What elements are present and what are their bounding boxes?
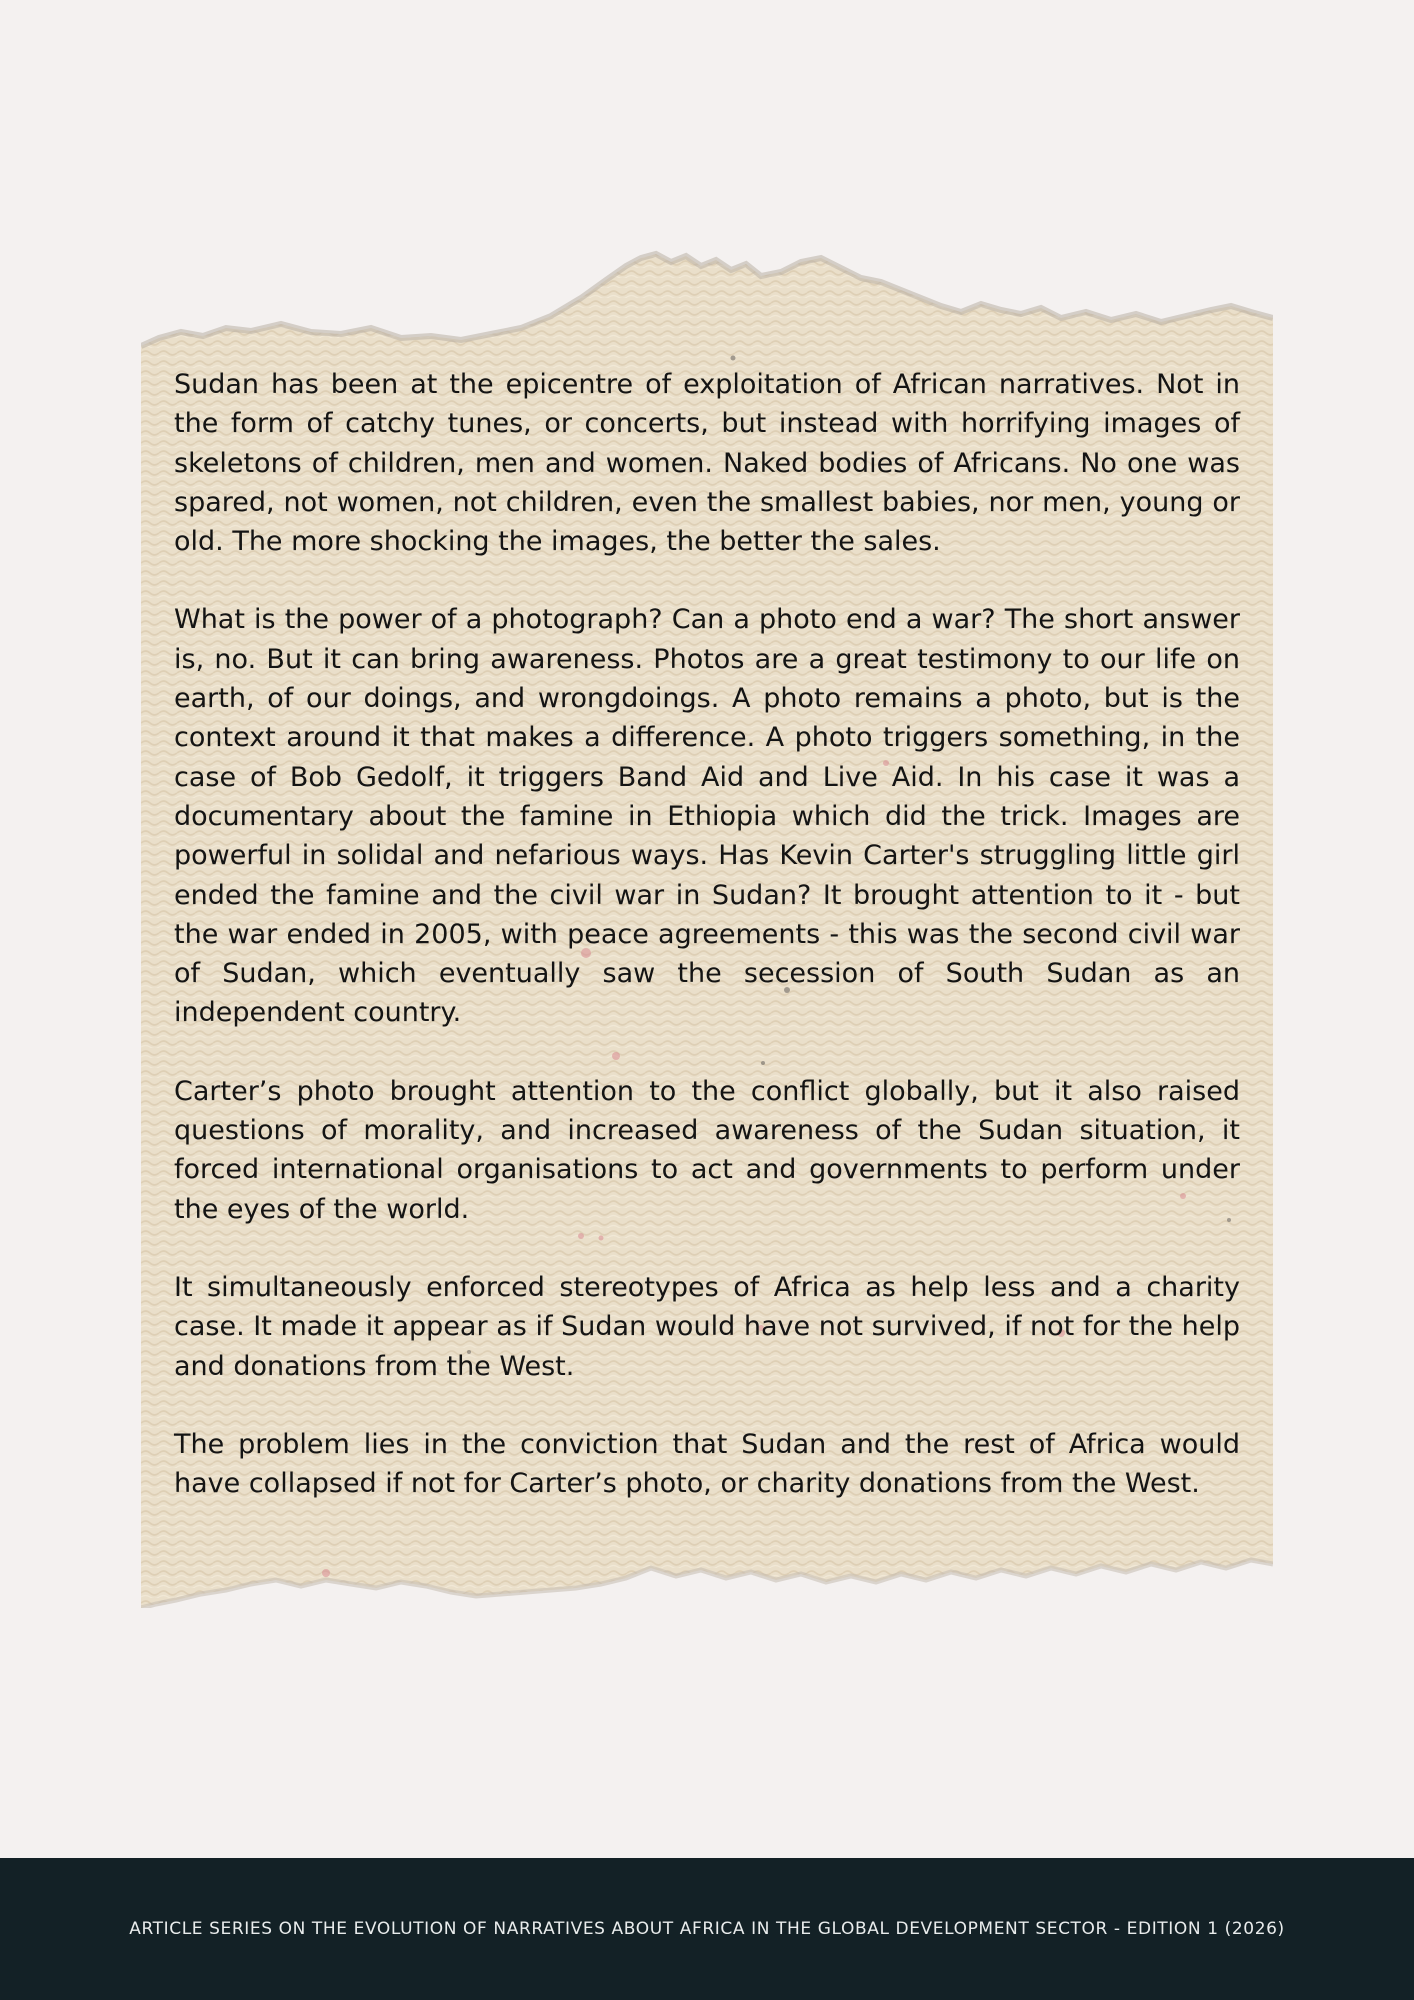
torn-paper-card	[141, 228, 1273, 1608]
article-paragraph-5: The problem lies in the conviction that Sudan and the rest of Africa would have collapsed if not for Carter’s photo, or charity donations from the West.	[174, 1428, 1240, 1500]
article-paragraph-3: Carter’s photo brought attention to the conflict globally, but it also raised questions of morality, and increased awareness of the Sudan situation, it forced international organisations to act and governments to perform under the eyes of the world.	[174, 1075, 1240, 1225]
article-paragraph-1: Sudan has been at the epicentre of exploitation of African narratives. Not in the form of catchy tunes, or concerts, but instead with horrifying images of skeletons of children, men and women. Naked bodies of Africans. No one was spared, not women, not children, even the smallest babies, nor men, young or old. The more shocking the images, the better the sales.	[174, 369, 1240, 558]
article-paragraph-2: What is the power of a photograph? Can a photo end a war? The short answer is, no. But it can bring awareness. Photos are a great testimony to our life on earth, of our doings, and wrongdoings. A photo remains a photo, but is the context around it that makes a difference. A photo triggers something, in the case of Bob Gedolf, it triggers Band Aid and Live Aid. In his case it was a documentary about the famine in Ethiopia which did the trick. Images are powerful in solidal and nefarious ways. Has Kevin Carter's struggling little girl ended the famine and the civil war in Sudan? It brought attention to it - but the war ended in 2005, with peace agreements - this was the second civil war of Sudan, which eventually saw the secession of South Sudan as an independent country.	[174, 604, 1240, 1029]
footer-bar	[0, 1858, 1414, 2000]
article-paragraph-4: It simultaneously enforced stereotypes of Africa as help less and a charity case. It made it appear as if Sudan would have not survived, if not for the help and donations from the West.	[174, 1271, 1240, 1382]
footer-series-title: ARTICLE SERIES ON THE EVOLUTION OF NARRATIVES ABOUT AFRICA IN THE GLOBAL DEVELOPMENT SECTOR - EDITION 1 (2026)	[129, 1919, 1285, 1939]
article-body	[174, 365, 1240, 1542]
